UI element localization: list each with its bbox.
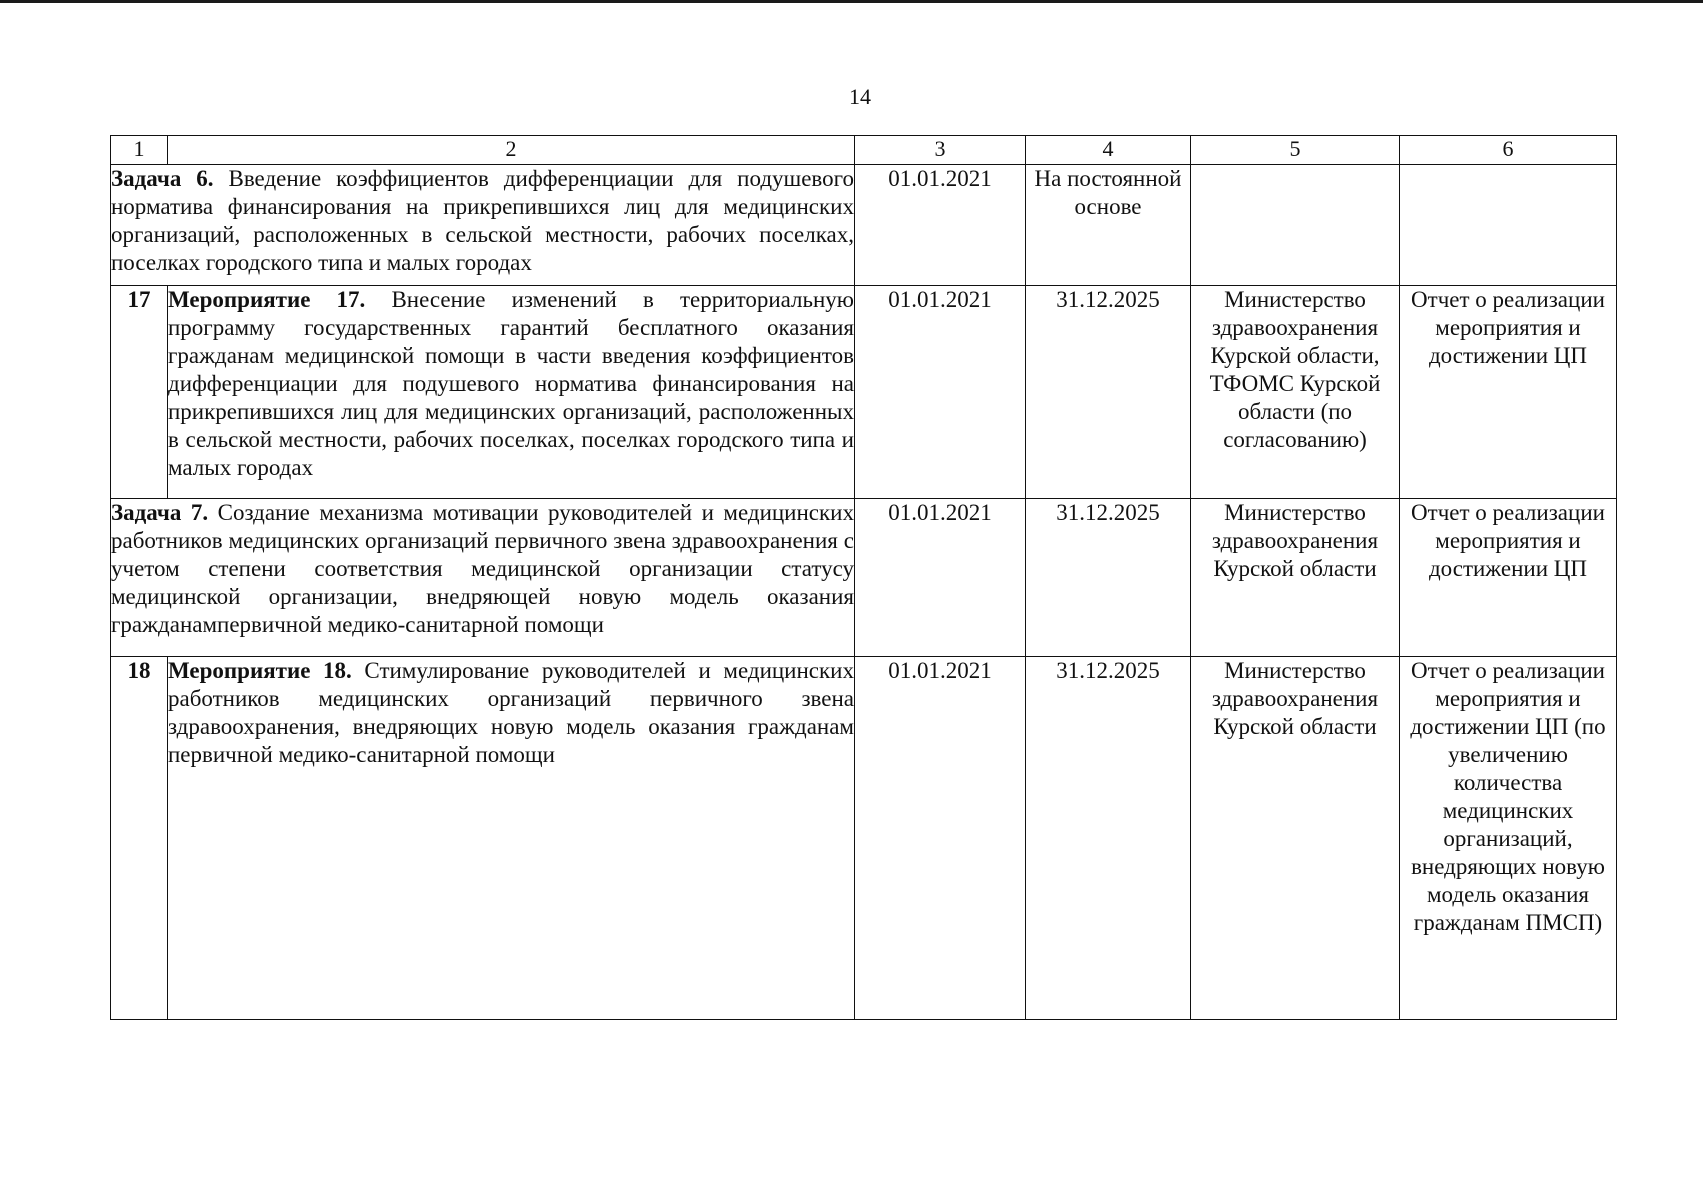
measure-18-text: Стимулирование руководителей и медицинских работников медицинских организаций первичного звена здравоохранения, внедряющих новую модель оказания гражданам первичной медико-санитарной помощи — [168, 658, 854, 767]
measure-18-result: Отчет о реализации мероприятия и достижении ЦП (по увеличению количества медицинских организаций, внедряющих новую модель оказания гражданам ПМСП) — [1400, 657, 1617, 1020]
header-cell-2: 2 — [168, 136, 855, 165]
table-row-measure-17 — [111, 286, 1617, 499]
measure-17-description — [168, 286, 855, 499]
header-cell-4: 4 — [1026, 136, 1191, 165]
task-6-end-date: На постоянной основе — [1026, 165, 1191, 286]
header-cell-1: 1 — [111, 136, 168, 165]
task-6-result — [1400, 165, 1617, 286]
measure-17-responsible: Министерство здравоохранения Курской области, ТФОМС Курской области (по согласованию) — [1191, 286, 1400, 499]
task-6-description — [111, 165, 855, 286]
table-row-task-7 — [111, 499, 1617, 657]
measure-18-end-date: 31.12.2025 — [1026, 657, 1191, 1020]
task-6-label: Задача 6. — [111, 166, 214, 191]
table-row-task-6 — [111, 165, 1617, 286]
task-6-start-date: 01.01.2021 — [855, 165, 1026, 286]
header-cell-5: 5 — [1191, 136, 1400, 165]
measure-17-number: 17 — [111, 286, 168, 499]
measure-17-text: Внесение изменений в территориальную программу государственных гарантий бесплатного оказания гражданам медицинской помощи в части введения коэффициентов дифференциации для подушевого норматива финансирования на прикрепившихся лиц для медицинских организаций, расположенных в сельской местности, рабочих поселках, поселках городского типа и малых городах — [168, 287, 854, 480]
scan-edge — [0, 0, 1703, 3]
measure-18-number: 18 — [111, 657, 168, 1020]
measure-18-responsible: Министерство здравоохранения Курской области — [1191, 657, 1400, 1020]
measure-17-end-date: 31.12.2025 — [1026, 286, 1191, 499]
task-7-label: Задача 7. — [111, 500, 209, 525]
measure-17-start-date: 01.01.2021 — [855, 286, 1026, 499]
task-6-text: Введение коэффициентов дифференциации для подушевого норматива финансирования на прикрепившихся лиц для медицинских организаций, расположенных в сельской местности, рабочих поселках, поселках городского типа и малых городах — [111, 166, 854, 275]
task-7-result: Отчет о реализации мероприятия и достижении ЦП — [1400, 499, 1617, 657]
measure-18-description — [168, 657, 855, 1020]
measure-17-label: Мероприятие 17. — [168, 287, 366, 312]
measure-18-start-date: 01.01.2021 — [855, 657, 1026, 1020]
task-6-responsible — [1191, 165, 1400, 286]
measure-18-label: Мероприятие 18. — [168, 658, 352, 683]
measure-17-result: Отчет о реализации мероприятия и достижении ЦП — [1400, 286, 1617, 499]
task-7-start-date: 01.01.2021 — [855, 499, 1026, 657]
activity-plan-table — [110, 135, 1617, 1020]
table-row-measure-18 — [111, 657, 1617, 1020]
header-cell-6: 6 — [1400, 136, 1617, 165]
task-7-responsible: Министерство здравоохранения Курской области — [1191, 499, 1400, 657]
task-7-description — [111, 499, 855, 657]
table-header-row — [111, 136, 1617, 165]
header-cell-3: 3 — [855, 136, 1026, 165]
page-number: 14 — [849, 84, 871, 109]
task-7-text: Создание механизма мотивации руководителей и медицинских работников медицинских организаций первичного звена здравоохранения с учетом степени соответствия медицинской организации статусу медицинской организации, внедряющей новую модель оказания гражданампервичной медико-санитарной помощи — [111, 500, 854, 637]
task-7-end-date: 31.12.2025 — [1026, 499, 1191, 657]
